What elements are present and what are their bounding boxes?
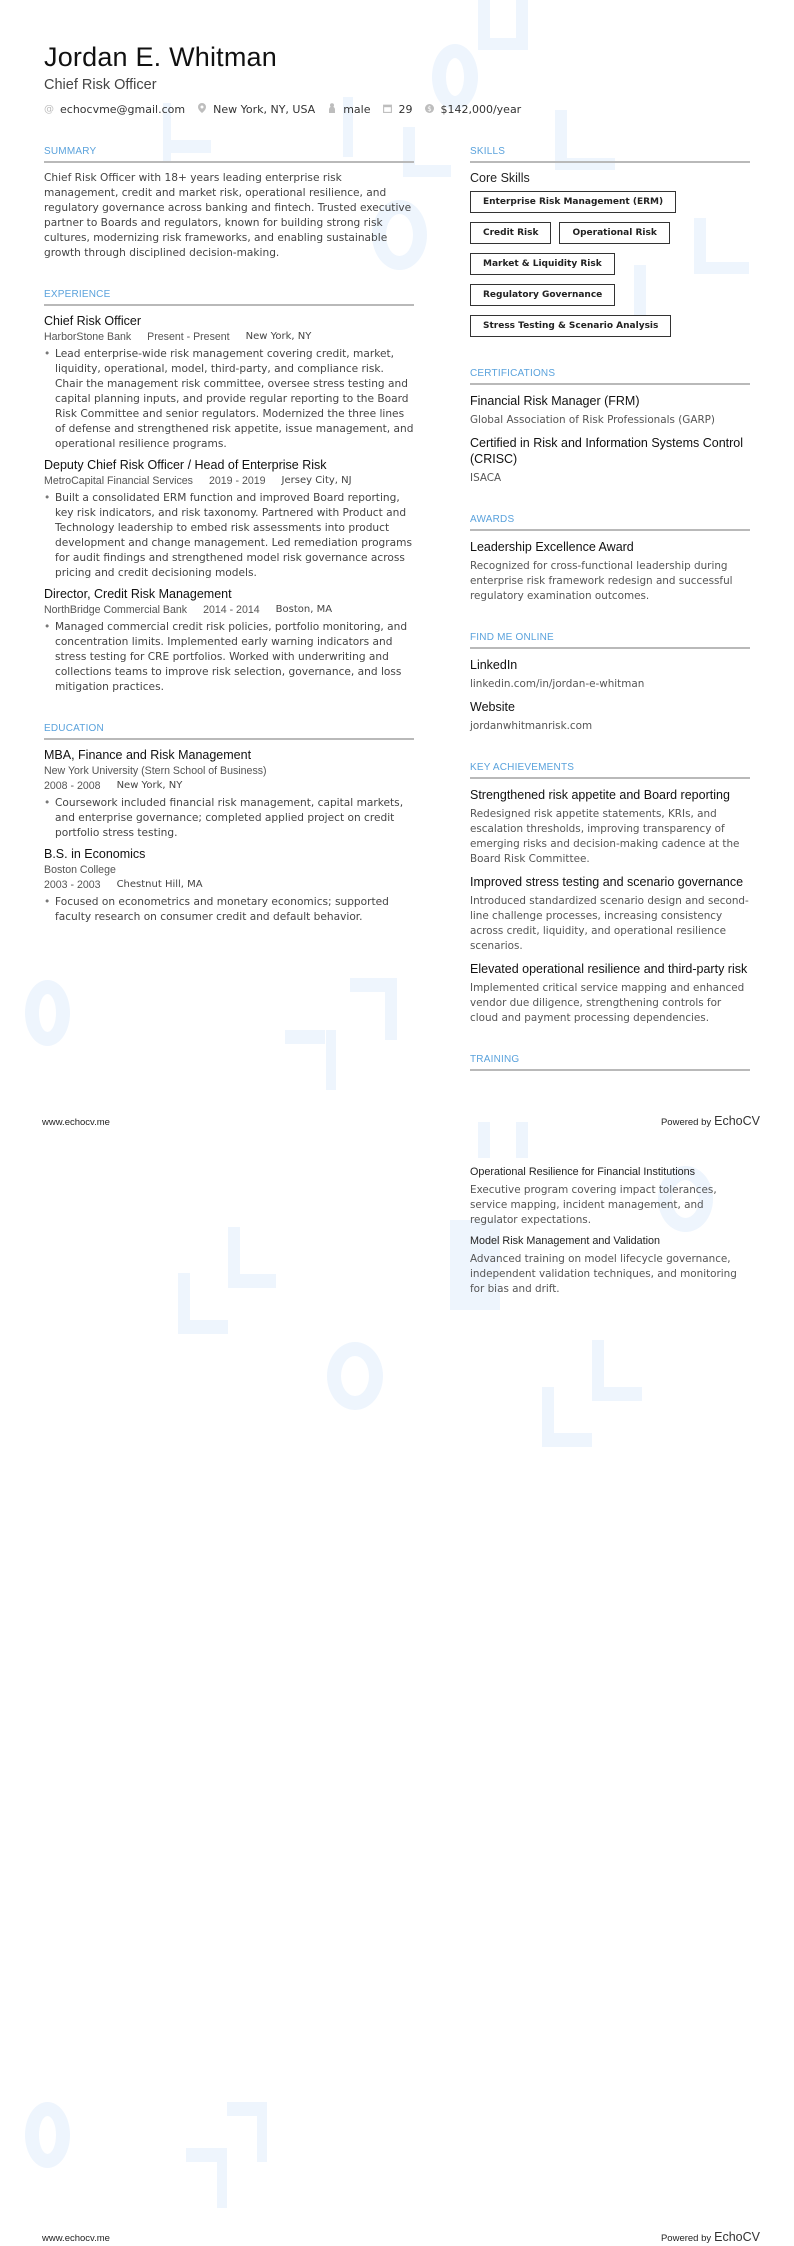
skill-chip: Operational Risk bbox=[559, 222, 669, 244]
dates: 2014 - 2014 bbox=[203, 604, 260, 616]
education-meta bbox=[44, 879, 414, 891]
training-title: Model Risk Management and Validation bbox=[470, 1235, 661, 1247]
bullet-item bbox=[44, 491, 414, 581]
powered-by bbox=[661, 1114, 760, 1128]
company: MetroCapital Financial Services bbox=[44, 475, 193, 487]
contact-gender bbox=[327, 103, 370, 116]
bullet-text: Focused on econometrics and monetary economics; supported faculty research on consumer credit and default behavior. bbox=[55, 896, 389, 923]
bullet-item bbox=[44, 620, 414, 695]
job-title: Deputy Chief Risk Officer / Head of Enterprise Risk bbox=[44, 458, 327, 472]
location: Boston, MA bbox=[275, 604, 333, 615]
achievement-title: Improved stress testing and scenario governance bbox=[470, 875, 744, 889]
section-heading: AWARDS bbox=[470, 514, 750, 531]
achievement-description: Introduced standardized scenario design and second-line challenge processes, increasing consistency across credit, liquidity, and operational resilience scenarios. bbox=[470, 895, 749, 952]
job-meta bbox=[44, 475, 414, 487]
right-column bbox=[470, 146, 750, 1099]
footer-site-link[interactable]: www.echocv.me bbox=[42, 2233, 110, 2244]
decor-ring bbox=[25, 2102, 70, 2168]
section-heading: KEY ACHIEVEMENTS bbox=[470, 762, 750, 779]
achievements-section bbox=[470, 762, 750, 1026]
degree: MBA, Finance and Risk Management bbox=[44, 748, 252, 762]
section-heading: EDUCATION bbox=[44, 723, 414, 740]
job-title: Director, Credit Risk Management bbox=[44, 587, 232, 601]
skill-chip: Enterprise Risk Management (ERM) bbox=[470, 191, 676, 213]
skills-section bbox=[470, 146, 750, 346]
certifications-section bbox=[470, 368, 750, 486]
job-meta bbox=[44, 604, 414, 616]
bullet-item bbox=[44, 347, 414, 452]
contact-location bbox=[197, 103, 315, 116]
bullet-icon: • bbox=[44, 896, 51, 908]
candidate-name: Jordan E. Whitman bbox=[44, 42, 277, 72]
location: Chestnut Hill, MA bbox=[116, 879, 203, 890]
education-meta bbox=[44, 780, 414, 792]
contact-bar bbox=[44, 103, 533, 116]
certification-name: Financial Risk Manager (FRM) bbox=[470, 394, 640, 408]
linkedin-link[interactable]: linkedin.com/in/jordan-e-whitman bbox=[470, 678, 645, 690]
company: NorthBridge Commercial Bank bbox=[44, 604, 188, 616]
bullet-icon: • bbox=[44, 797, 51, 809]
page-footer bbox=[42, 1114, 760, 1128]
achievement-description: Redesigned risk appetite statements, KRIs, and escalation thresholds, improving transparency of emerging risks and decision-making cadence at the Board Risk Committee. bbox=[470, 808, 740, 865]
job-title: Chief Risk Officer bbox=[44, 314, 142, 328]
experience-item bbox=[44, 314, 414, 452]
bullet-icon: • bbox=[44, 492, 51, 504]
section-heading: EXPERIENCE bbox=[44, 289, 414, 306]
summary-section bbox=[44, 146, 414, 261]
online-section bbox=[470, 632, 750, 734]
section-heading: SKILLS bbox=[470, 146, 750, 163]
brand-link[interactable]: EchoCV bbox=[714, 2230, 760, 2244]
section-heading: SUMMARY bbox=[44, 146, 414, 163]
map-pin-icon bbox=[197, 103, 207, 116]
training-title: Operational Resilience for Financial Institutions bbox=[470, 1166, 696, 1178]
skill-chip: Regulatory Governance bbox=[470, 284, 615, 306]
bullet-text: Built a consolidated ERM function and improved Board reporting, key risk indicators, and risk taxonomy. Partnered with Product and Technology leadership to embed risk assessments into product development and change management. Led remediation programs for audit findings and strengthened model risk governance across pricing and credit decisioning models. bbox=[55, 492, 412, 579]
contact-email bbox=[44, 103, 185, 116]
bullet-icon: • bbox=[44, 348, 51, 360]
website-link[interactable]: jordanwhitmanrisk.com bbox=[470, 720, 593, 732]
institution: Boston College bbox=[44, 864, 116, 876]
institution: New York University (Stern School of Business) bbox=[44, 765, 267, 777]
dates: 2019 - 2019 bbox=[208, 475, 266, 487]
bullet-item bbox=[44, 796, 414, 841]
experience-item bbox=[44, 587, 414, 695]
summary-text: Chief Risk Officer with 18+ years leading enterprise risk management, credit and market risk, operational resilience, and regulatory governance across banking and fintech. Trusted executive partner to Boards and regulators, known for building strong risk cultures, modernizing risk frameworks, and enabling sustainable growth through disciplined decision-making. bbox=[44, 172, 412, 259]
awards-section bbox=[470, 514, 750, 604]
achievement-description: Implemented critical service mapping and enhanced vendor due diligence, strengthening controls for cloud and payment processing dependencies. bbox=[470, 982, 745, 1024]
contact-value: 29 bbox=[398, 103, 413, 116]
job-meta bbox=[44, 331, 414, 343]
dollar-icon bbox=[424, 104, 434, 116]
location: New York, NY bbox=[245, 331, 312, 342]
certification-issuer: Global Association of Risk Professionals (GARP) bbox=[470, 414, 715, 426]
candidate-title: Chief Risk Officer bbox=[44, 77, 157, 93]
education-item bbox=[44, 847, 414, 925]
training-description: Executive program covering impact tolerances, service mapping, incident management, and regulator expectations. bbox=[470, 1184, 717, 1226]
skill-chips bbox=[470, 191, 750, 346]
powered-by-label: Powered by bbox=[660, 2233, 712, 2244]
decor-bar bbox=[542, 1433, 592, 1447]
powered-by bbox=[661, 2230, 760, 2244]
achievement-title: Elevated operational resilience and third-party risk bbox=[470, 962, 748, 976]
decor-bar bbox=[217, 2148, 227, 2208]
dates: 2008 - 2008 bbox=[44, 780, 101, 792]
footer-site-link[interactable]: www.echocv.me bbox=[42, 1117, 110, 1128]
section-heading: TRAINING bbox=[470, 1054, 750, 1071]
skill-chip: Market & Liquidity Risk bbox=[470, 253, 615, 275]
contact-value: echocvme@gmail.com bbox=[60, 103, 186, 116]
degree: B.S. in Economics bbox=[44, 847, 146, 861]
person-icon bbox=[327, 103, 337, 116]
award-name: Leadership Excellence Award bbox=[470, 540, 634, 554]
education-section bbox=[44, 723, 414, 925]
contact-value: New York, NY, USA bbox=[213, 103, 316, 116]
skill-chip: Stress Testing & Scenario Analysis bbox=[470, 315, 671, 337]
calendar-icon bbox=[382, 104, 392, 116]
certification-issuer: ISACA bbox=[470, 472, 502, 484]
online-label: LinkedIn bbox=[470, 658, 518, 672]
training-description: Advanced training on model lifecycle governance, independent validation techniques, and monitoring for bias and drift. bbox=[470, 1253, 737, 1295]
powered-by-label: Powered by bbox=[660, 1117, 712, 1128]
bullet-text: Managed commercial credit risk policies, portfolio monitoring, and concentration limits. Implemented early warning indicators and stress testing for CRE portfolios. Worked with underwriting and collections teams to improve risk selection, governance, and loss mitigation practices. bbox=[55, 621, 408, 693]
at-icon: @ bbox=[44, 104, 54, 115]
achievement-title: Strengthened risk appetite and Board reporting bbox=[470, 788, 730, 802]
contact-value: $142,000/year bbox=[440, 103, 522, 116]
training-section bbox=[470, 1166, 750, 1304]
contact-value: male bbox=[343, 103, 371, 116]
contact-salary bbox=[424, 103, 521, 116]
certification-name: Certified in Risk and Information Systems Control (CRISC) bbox=[470, 436, 744, 466]
experience-section bbox=[44, 289, 414, 695]
experience-item bbox=[44, 458, 414, 581]
page-footer bbox=[42, 2230, 760, 2244]
education-item bbox=[44, 748, 414, 841]
section-heading: CERTIFICATIONS bbox=[470, 368, 750, 385]
bullet-icon: • bbox=[44, 621, 51, 633]
left-column bbox=[44, 146, 414, 953]
decor-bar bbox=[178, 1320, 228, 1334]
decor-bar bbox=[257, 2102, 267, 2162]
decor-bar bbox=[592, 1387, 642, 1401]
decor-bar bbox=[228, 1274, 276, 1288]
award-description: Recognized for cross-functional leadership during enterprise risk framework redesign and successful regulatory examination outcomes. bbox=[470, 560, 733, 602]
company: HarborStone Bank bbox=[44, 331, 132, 343]
training-section-heading-wrap bbox=[470, 1054, 750, 1071]
bullet-text: Coursework included financial risk management, capital markets, and enterprise governance; completed applied project on credit portfolio stress testing. bbox=[55, 797, 404, 839]
bullet-text: Lead enterprise-wide risk management covering credit, market, liquidity, operational, model, third-party, and compliance risk. Chair the management risk committee, oversee stress testing and capital planning inputs, and provide regular reporting to the Board Risk Committee and senior regulators. Modernized the three lines of defense and strengthened risk appetite, issue management, and operational resilience programs. bbox=[55, 348, 414, 450]
skills-group-title: Core Skills bbox=[470, 171, 530, 185]
skill-chip: Credit Risk bbox=[470, 222, 551, 244]
contact-age bbox=[382, 103, 412, 116]
dates: 2003 - 2003 bbox=[44, 879, 101, 891]
decor-ring bbox=[327, 1342, 383, 1410]
svg-text:$: $ bbox=[427, 104, 432, 113]
brand-link[interactable]: EchoCV bbox=[714, 1114, 760, 1128]
location: New York, NY bbox=[116, 780, 183, 791]
section-heading: FIND ME ONLINE bbox=[470, 632, 750, 649]
location: Jersey City, NJ bbox=[281, 475, 352, 486]
bullet-item bbox=[44, 895, 414, 925]
dates: Present - Present bbox=[147, 331, 230, 343]
online-label: Website bbox=[470, 700, 515, 714]
